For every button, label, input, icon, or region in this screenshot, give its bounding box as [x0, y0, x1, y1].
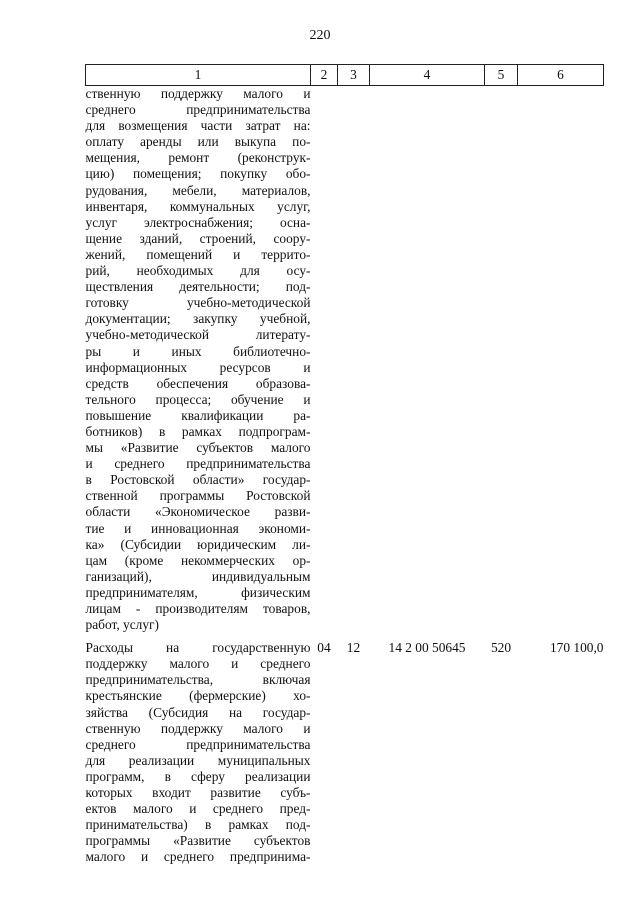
column-header-6: 6	[518, 65, 604, 86]
description-line: предпринимателям, физическим	[85, 584, 311, 600]
table-row	[86, 86, 604, 634]
description-line: информационных ресурсов и	[85, 359, 311, 375]
description-line: ществления деятельности; под-	[85, 279, 311, 295]
description-line: ры и иных библиотечно-	[85, 343, 311, 359]
description-line: программ, в сферу реализации	[85, 768, 311, 784]
description-line: готовку учебно-методической	[85, 295, 311, 311]
description-line: цию) помещения; покупку обо-	[85, 166, 311, 182]
column-header-4: 4	[370, 65, 485, 86]
description-line: Расходы на государственную	[85, 640, 311, 656]
table-row	[86, 633, 604, 865]
description-line: повышение квалификации ра-	[85, 407, 311, 423]
description-line: ственную поддержку малого и	[85, 86, 311, 101]
column-header-5: 5	[485, 65, 518, 86]
description-line: цам (кроме некоммерческих ор-	[85, 552, 311, 568]
page-number: 220	[309, 28, 331, 43]
table-header-row	[86, 65, 604, 86]
description-line: мы «Развитие субъектов малого	[85, 440, 311, 456]
description-line: в Ростовской области» государ-	[85, 472, 311, 488]
description-line: работ, услуг)	[85, 617, 159, 633]
description-line: ка» (Субсидии юридическим ли-	[85, 536, 311, 552]
cell-expense-type	[485, 86, 518, 634]
column-header-1: 1	[86, 65, 311, 86]
cell-amount	[518, 86, 604, 634]
description-line: принимательства) в рамках под-	[85, 817, 311, 833]
description-line: среднего предпринимательства	[85, 102, 311, 118]
description-line: мещения, ремонт (реконструк-	[85, 150, 311, 166]
column-header-2: 2	[311, 65, 338, 86]
description-line: для возмещения части затрат на:	[85, 118, 311, 134]
description-line: области «Экономическое разви-	[85, 504, 311, 520]
description-line: инвентаря, коммунальных услуг,	[85, 198, 311, 214]
description-line: услуг электроснабжения; осна-	[85, 214, 311, 230]
description-line: малого и среднего предпринима-	[85, 849, 311, 865]
description-line: крестьянские (фермерские) хо-	[85, 688, 311, 704]
description-line: рудования, мебели, материалов,	[85, 182, 311, 198]
cell-target-article: 14 2 00 50645	[388, 640, 466, 656]
description-line: учебно-методической литерату-	[85, 327, 311, 343]
description-line: предпринимательства, включая	[85, 672, 311, 688]
description-line: рий, необходимых для осу-	[85, 263, 311, 279]
description-line: оплату аренды или выкупа по-	[85, 134, 311, 150]
description-line: ственной программы Ростовской	[85, 488, 311, 504]
cell-subsection: 12	[346, 640, 361, 656]
description-line: средств обеспечения образова-	[85, 375, 311, 391]
description-line: лицам - производителям товаров,	[85, 601, 311, 616]
cell-section	[311, 86, 338, 634]
description-line: жений, помещений и террито-	[85, 246, 311, 262]
budget-table	[85, 64, 604, 866]
description-line: программы «Развитие субъектов	[85, 833, 311, 849]
description-line: ганизаций), индивидуальным	[85, 568, 311, 584]
description-line: зяйства (Субсидия на государ-	[85, 704, 311, 720]
cell-expense-type: 520	[490, 640, 512, 656]
description-line: которых входит развитие субъ-	[85, 785, 311, 801]
cell-section: 04	[317, 640, 331, 656]
row-description	[86, 86, 311, 634]
cell-subsection	[338, 86, 370, 634]
description-line: щение зданий, строений, соору-	[85, 230, 311, 246]
description-line: среднего предпринимательства	[85, 736, 311, 752]
description-line: поддержку малого и среднего	[85, 656, 311, 672]
description-line: документации; закупку учебной,	[85, 311, 311, 327]
description-line: и среднего предпринимательства	[85, 456, 311, 472]
cell-amount: 170 100,0	[549, 640, 604, 656]
description-line: ектов малого и среднего пред-	[85, 801, 311, 817]
column-header-3: 3	[338, 65, 370, 86]
row-description	[86, 633, 311, 865]
cell-target-article	[370, 86, 485, 634]
description-line: тие и инновационная экономи-	[85, 520, 311, 536]
description-line: тельного процесса; обучение и	[85, 391, 311, 407]
description-line: для реализации муниципальных	[85, 752, 311, 768]
description-line: ственную поддержку малого и	[85, 720, 311, 736]
description-line: ботников) в рамках подпрограм-	[85, 423, 311, 439]
